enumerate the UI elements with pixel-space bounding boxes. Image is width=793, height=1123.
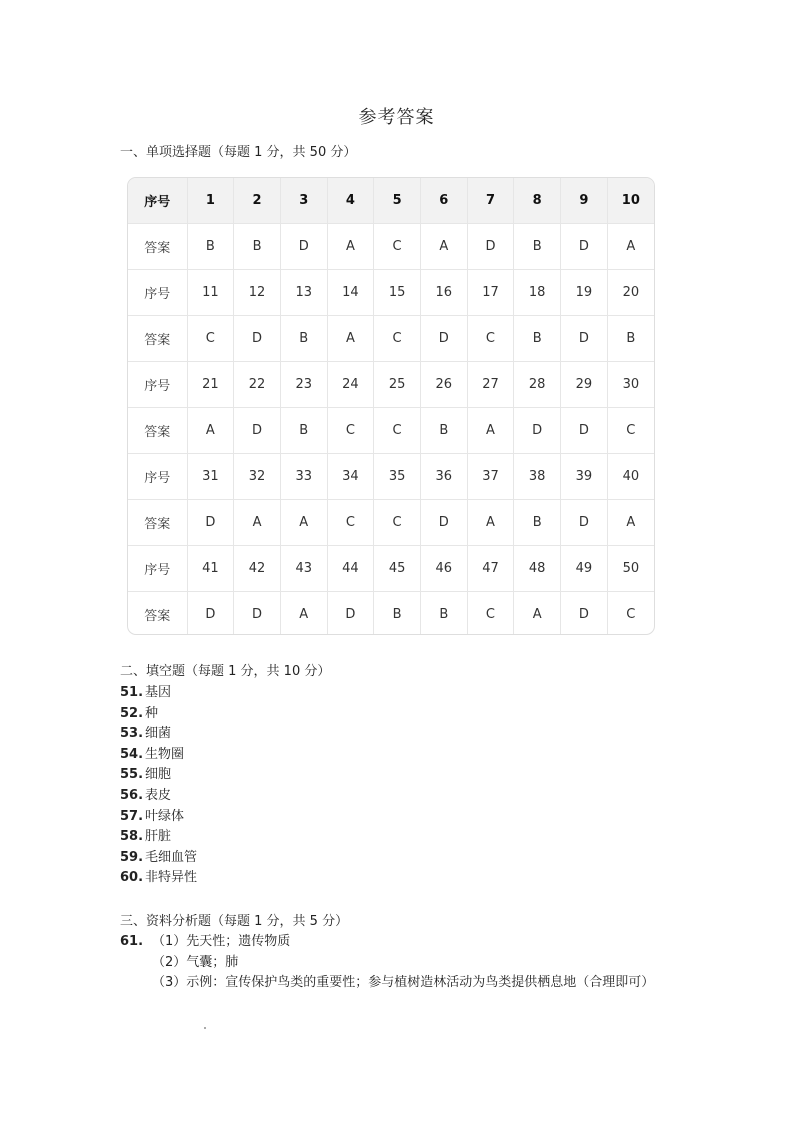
table-cell: C: [374, 316, 421, 362]
header-number-cell: 2: [234, 178, 281, 224]
table-cell: C: [467, 592, 514, 636]
table-cell: B: [374, 592, 421, 636]
page-title: 参考答案: [358, 107, 435, 128]
list-item: [120, 724, 197, 745]
item-answer: 细菌: [145, 726, 172, 742]
table-cell: C: [327, 408, 374, 454]
question-number: 61.: [120, 934, 144, 949]
table-cell: D: [467, 224, 514, 270]
item-number: 52.: [120, 705, 144, 721]
table-header-row: [128, 178, 654, 224]
row-label-cell: 序号: [128, 454, 187, 500]
list-item: [120, 807, 197, 828]
table-cell: C: [607, 408, 654, 454]
table-cell: C: [187, 316, 234, 362]
table-cell: A: [327, 224, 374, 270]
table-cell: B: [187, 224, 234, 270]
table-cell: 35: [374, 454, 421, 500]
item-number: 54.: [120, 746, 144, 762]
item-number: 56.: [120, 787, 144, 803]
table-cell: 39: [561, 454, 608, 500]
row-label-cell: 答案: [128, 500, 187, 546]
table-cell: B: [280, 408, 327, 454]
table-cell: 15: [374, 270, 421, 316]
table-cell: 37: [467, 454, 514, 500]
table-cell: D: [514, 408, 561, 454]
table-cell: B: [280, 316, 327, 362]
table-cell: B: [420, 592, 467, 636]
table-cell: C: [374, 500, 421, 546]
row-label-cell: 答案: [128, 592, 187, 636]
list-item: [120, 765, 197, 786]
table-row: [128, 362, 654, 408]
table-row: [128, 224, 654, 270]
table-cell: 23: [280, 362, 327, 408]
table-cell: 50: [607, 546, 654, 592]
table-cell: 40: [607, 454, 654, 500]
section-3-heading: 三、资料分析题（每题 1 分，共 5 分）: [120, 914, 349, 929]
table-cell: B: [607, 316, 654, 362]
table-cell: D: [187, 592, 234, 636]
table-cell: D: [561, 592, 608, 636]
table-cell: A: [514, 592, 561, 636]
item-answer: 表皮: [145, 787, 172, 803]
row-label-cell: 答案: [128, 224, 187, 270]
table-cell: 49: [561, 546, 608, 592]
list-item: [120, 683, 197, 704]
row-label-cell: 答案: [128, 316, 187, 362]
table-cell: 41: [187, 546, 234, 592]
fill-blank-list: [120, 683, 197, 889]
table-cell: D: [234, 408, 281, 454]
table-cell: D: [234, 592, 281, 636]
table-cell: 48: [514, 546, 561, 592]
table-row: [128, 316, 654, 362]
table-cell: 32: [234, 454, 281, 500]
table-cell: D: [280, 224, 327, 270]
table-cell: D: [561, 224, 608, 270]
item-number: 53.: [120, 726, 144, 742]
table-cell: 12: [234, 270, 281, 316]
table-cell: 33: [280, 454, 327, 500]
header-number-cell: 10: [607, 178, 654, 224]
table-cell: 26: [420, 362, 467, 408]
header-number-cell: 9: [561, 178, 608, 224]
list-item: [120, 827, 197, 848]
table-cell: 46: [420, 546, 467, 592]
header-number-cell: 3: [280, 178, 327, 224]
item-number: 57.: [120, 808, 144, 824]
table-cell: C: [374, 408, 421, 454]
table-cell: A: [467, 500, 514, 546]
table-cell: 28: [514, 362, 561, 408]
item-number: 60.: [120, 870, 144, 886]
item-number: 51.: [120, 685, 144, 700]
section-2-heading: 二、填空题（每题 1 分，共 10 分）: [120, 664, 331, 679]
stray-mark: [204, 1027, 206, 1029]
table-cell: C: [327, 500, 374, 546]
table-cell: 18: [514, 270, 561, 316]
header-number-cell: 1: [187, 178, 234, 224]
item-number: 59.: [120, 849, 144, 865]
list-item: [120, 704, 197, 725]
table-cell: 25: [374, 362, 421, 408]
item-answer: 非特异性: [145, 870, 198, 886]
answer-table-container: [127, 177, 655, 635]
header-number-cell: 7: [467, 178, 514, 224]
table-cell: 11: [187, 270, 234, 316]
table-cell: A: [607, 500, 654, 546]
item-number: 55.: [120, 767, 144, 783]
item-answer: 叶绿体: [145, 808, 185, 824]
table-cell: A: [467, 408, 514, 454]
list-item: [120, 868, 197, 889]
header-number-cell: 8: [514, 178, 561, 224]
table-row: [128, 270, 654, 316]
table-cell: B: [420, 408, 467, 454]
table-cell: 19: [561, 270, 608, 316]
table-cell: D: [327, 592, 374, 636]
table-cell: 17: [467, 270, 514, 316]
table-cell: D: [561, 408, 608, 454]
table-cell: 20: [607, 270, 654, 316]
item-answer: 肝脏: [145, 829, 172, 845]
row-label-cell: 序号: [128, 362, 187, 408]
table-cell: C: [467, 316, 514, 362]
table-cell: 38: [514, 454, 561, 500]
table-cell: 13: [280, 270, 327, 316]
item-answer: 种: [145, 705, 159, 721]
table-cell: 44: [327, 546, 374, 592]
header-number-cell: 5: [374, 178, 421, 224]
table-cell: A: [280, 500, 327, 546]
table-cell: D: [561, 500, 608, 546]
table-cell: B: [514, 316, 561, 362]
table-cell: 43: [280, 546, 327, 592]
table-row: [128, 454, 654, 500]
table-cell: A: [327, 316, 374, 362]
table-cell: 14: [327, 270, 374, 316]
table-cell: 42: [234, 546, 281, 592]
table-cell: C: [374, 224, 421, 270]
table-cell: 34: [327, 454, 374, 500]
table-cell: 36: [420, 454, 467, 500]
table-cell: D: [420, 500, 467, 546]
row-label-cell: 答案: [128, 408, 187, 454]
table-cell: 24: [327, 362, 374, 408]
header-number-cell: 6: [420, 178, 467, 224]
table-cell: D: [187, 500, 234, 546]
table-cell: D: [420, 316, 467, 362]
table-row: [128, 592, 654, 636]
table-cell: B: [234, 224, 281, 270]
table-row: [128, 546, 654, 592]
table-cell: 16: [420, 270, 467, 316]
table-cell: A: [607, 224, 654, 270]
answer-table: [128, 178, 654, 635]
table-cell: 45: [374, 546, 421, 592]
row-label-cell: 序号: [128, 270, 187, 316]
question-61-line-1: [120, 932, 654, 953]
section-1-heading: 一、单项选择题（每题 1 分，共 50 分）: [120, 145, 357, 160]
table-row: [128, 408, 654, 454]
question-61-line-2: （2）气囊；肺: [152, 954, 239, 970]
table-body: [128, 224, 654, 636]
list-item: [120, 786, 197, 807]
header-label-cell: 序号: [128, 178, 187, 224]
table-cell: D: [561, 316, 608, 362]
table-cell: C: [626, 607, 636, 622]
answer-text: （1）先天性；遗传物质: [152, 934, 291, 949]
table-cell: 30: [607, 362, 654, 408]
question-61: [120, 932, 654, 994]
header-number-cell: 4: [327, 178, 374, 224]
table-cell: 27: [467, 362, 514, 408]
table-cell: A: [280, 592, 327, 636]
table-row: [128, 500, 654, 546]
table-cell: A: [234, 500, 281, 546]
table-cell: A: [187, 408, 234, 454]
item-answer: 生物圈: [145, 746, 185, 762]
table-cell: 31: [187, 454, 234, 500]
item-answer: 细胞: [145, 767, 172, 783]
table-cell: B: [514, 224, 561, 270]
table-cell: A: [420, 224, 467, 270]
item-number: 58.: [120, 829, 144, 845]
table-cell: 47: [467, 546, 514, 592]
table-cell: 21: [187, 362, 234, 408]
row-label-cell: 序号: [128, 546, 187, 592]
table-cell: B: [514, 500, 561, 546]
table-cell: D: [234, 316, 281, 362]
table-cell: 22: [234, 362, 281, 408]
list-item: [120, 745, 197, 766]
item-answer: 基因: [145, 685, 172, 700]
item-answer: 毛细血管: [145, 849, 198, 865]
question-61-line-3: （3）示例：宣传保护鸟类的重要性；参与植树造林活动为鸟类提供栖息地（合理即可）: [152, 975, 655, 990]
list-item: [120, 848, 197, 869]
table-cell: 29: [561, 362, 608, 408]
